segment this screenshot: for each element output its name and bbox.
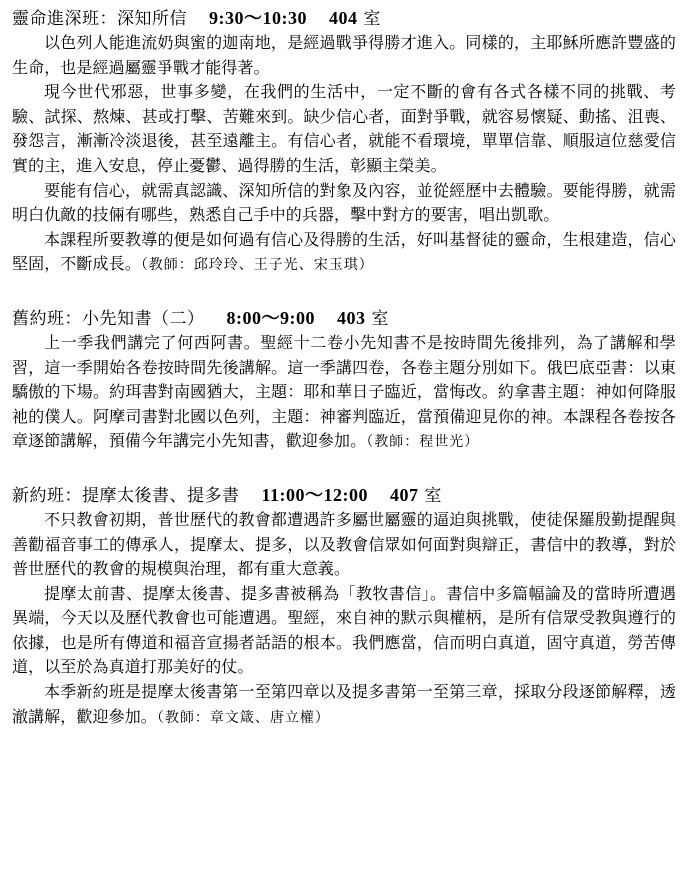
class-name: 舊約班：小先知書（二） [12,308,205,329]
teachers: （教師：邱玲玲、王子光、宋玉琪） [140,257,374,274]
paragraph: 提摩太前書、提摩太後書、提多書被稱為「教牧書信」。書信中多篇幅論及的當時所遭遇異端，今天以及歷代教會也可能遭遇。聖經，來自神的默示與權柄，是所有信眾受教與遵行的依據，也是所有傳道和福音宣揚者話語的根本。我們應當，信而明白真道，固守真道，勞苦傳道，以至於為真道打那美好的仗。 [12,583,676,677]
class-room-unit: 室 [371,308,389,329]
class-name: 新約班：提摩太後書、提多書 [12,485,240,506]
paragraph: 以色列人能進流奶與蜜的迦南地，是經過戰爭得勝才進入。同樣的，主耶穌所應許豐盛的生命，也是經過屬靈爭戰才能得著。 [12,33,676,77]
paragraph: 要能有信心，就需真認識、深知所信的對象及內容，並從經歷中去體驗。要能得勝，就需明白仇敵的技倆有哪些，熟悉自己手中的兵器，擊中對方的要害，唱出凱歌。 [12,180,676,225]
class-room: 404 [329,8,358,28]
teachers: （教師：程世光） [366,434,480,451]
class-time: 8:00～9:00 [226,307,315,328]
section-old-testament-class [12,306,676,455]
section-heading [12,6,676,31]
class-room-unit: 室 [424,485,442,506]
paragraph-with-teachers [12,680,676,730]
paragraph-with-teachers [12,228,676,278]
class-time: 11:00～12:00 [261,484,368,505]
paragraph-text: 本課程所要教導的便是如何過有信心及得勝的生活，好叫基督徒的靈命，生根建造，信心堅固，不斷成長。 [12,229,676,274]
paragraph: 現今世代邪惡，世事多變，在我們的生活中，一定不斷的會有各式各樣不同的挑戰、考驗、試探、熬煉、甚或打擊、苦難來到。缺少信心者，面對爭戰，就容易懷疑、動搖、沮喪、發怨言，漸漸冷淡退後，甚至遠離主。有信心者，就能不看環境，單單信靠、順服這位慈愛信實的主，進入安息，停止憂鬱、過得勝的生活，彰顯主榮美。 [12,82,676,175]
class-descriptions [12,6,676,730]
section-heading [12,483,676,508]
paragraph-with-teachers [12,331,676,455]
section-new-testament-class [12,483,676,730]
teachers: （教師：章文箴、唐立權） [156,709,330,726]
class-room: 407 [390,484,419,505]
class-room: 403 [337,307,366,328]
class-name: 靈命進深班：深知所信 [12,9,187,29]
class-room-unit: 室 [363,9,381,29]
paragraph-text: 本季新約班是提摩太後書第一至第四章以及提多書第一至第三章，採取分段逐節解釋，透澈講解，歡迎參加。 [12,682,676,726]
section-heading [12,306,676,331]
section-spiritual-growth-class [12,6,676,278]
class-time: 9:30～10:30 [209,8,307,28]
paragraph: 不只教會初期，普世歷代的教會都遭遇許多屬世屬靈的逼迫與挑戰，使徒保羅殷勤提醒與善勸福音事工的傳承人，提摩太、提多，以及教會信眾如何面對與辯正，書信中的教導，對於普世歷代的教會的規模與治理，都有重大意義。 [12,509,676,579]
paragraph-text: 上一季我們講完了何西阿書。聖經十二卷小先知書不是按時間先後排列，為了講解和學習，這一季開始各卷按時間先後講解。這一季講四卷，各卷主題分別如下。俄巴底亞書：以東驕傲的下場。約珥書對南國猶大，主題：耶和華日子臨近，當悔改。約拿書主題：神如何降服祂的僕人。阿摩司書對北國以色列，主題：神審判臨近，當預備迎見你的神。本課程各卷按各章逐節講解，預備今年講完小先知書，歡迎參加。 [12,332,676,451]
